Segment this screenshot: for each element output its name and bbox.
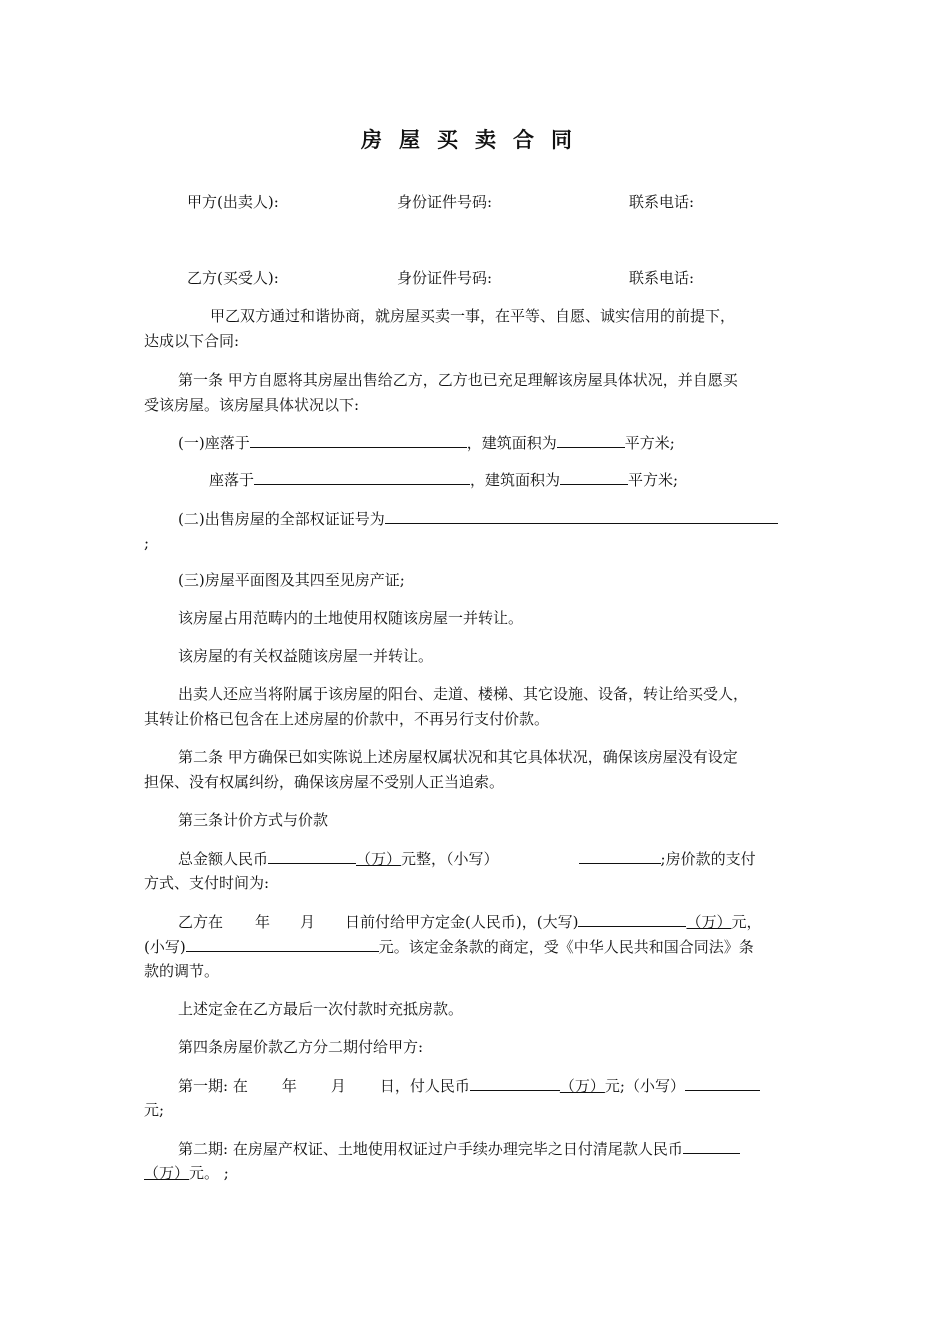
item-3-line: (三)房屋平面图及其四至见房产证;	[178, 571, 405, 589]
phase-1-year: 年	[281, 1077, 297, 1095]
phase-1-yuan: 元;（小写）	[604, 1077, 685, 1095]
address-blank-2[interactable]	[254, 469, 470, 485]
phase-1-wan: （万）	[559, 1077, 605, 1095]
article-3-heading: 第三条计价方式与价款	[178, 811, 329, 829]
phase-2-line-1	[178, 1138, 740, 1159]
article-1-line-2: 受该房屋。该房屋具体状况以下:	[144, 396, 360, 414]
deposit-capital-blank[interactable]	[578, 911, 686, 927]
facilities-line-2: 其转让价格已包含在上述房屋的价款中，不再另行支付价款。	[144, 710, 550, 728]
phase-2-wan: （万）	[144, 1164, 190, 1182]
item-1-location-line	[178, 432, 675, 453]
item-2-semicolon: ;	[144, 534, 150, 552]
deposit-line-1	[178, 911, 762, 932]
certificate-number-blank[interactable]	[385, 508, 778, 524]
facilities-line-1: 出卖人还应当将附属于该房屋的阳台、走道、楼梯、其它设施、设备，转让给买受人，	[178, 685, 749, 703]
area-unit-2: 平方米;	[628, 471, 679, 489]
deposit-wan: （万）	[686, 913, 732, 931]
deposit-offset-line: 上述定金在乙方最后一次付款时充抵房款。	[178, 1000, 464, 1018]
rights-line: 该房屋的有关权益随该房屋一并转让。	[178, 647, 434, 665]
total-yuan-whole: 元整，（小写）	[401, 850, 499, 868]
party-a-id-label: 身份证件号码:	[397, 193, 493, 211]
article-4-heading: 第四条房屋价款乙方分二期付给甲方:	[178, 1038, 424, 1056]
phase-2-end: 元。 ;	[189, 1164, 229, 1182]
located-label: 座落于	[209, 471, 255, 489]
deposit-yuan: 元，	[731, 913, 762, 931]
area-blank-2[interactable]	[560, 469, 628, 485]
phase-1-amount-blank[interactable]	[470, 1075, 560, 1091]
deposit-lowercase-blank[interactable]	[186, 936, 379, 952]
intro-line-2: 达成以下合同:	[144, 332, 240, 350]
article-2-line-1: 第二条 甲方确保已如实陈说上述房屋权属状况和其它具体状况，确保该房屋没有设定	[178, 748, 738, 766]
area-label: ，建筑面积为	[466, 434, 557, 452]
party-b-id-label: 身份证件号码:	[397, 269, 493, 287]
total-prefix: 总金额人民币	[178, 850, 269, 868]
total-price-line	[178, 848, 756, 869]
deposit-mid: 日前付给甲方定金(人民币)，(大写)	[345, 913, 579, 931]
address-blank-1[interactable]	[250, 432, 467, 448]
phase-2-line-2	[144, 1163, 229, 1183]
article-2-line-2: 担保、没有权属纠纷，确保该房屋不受别人正当追索。	[144, 773, 505, 791]
party-a-label: 甲方(出卖人):	[187, 193, 279, 211]
area-unit: 平方米;	[624, 434, 675, 452]
total-lowercase-blank[interactable]	[579, 848, 661, 864]
phase-1-lowercase-blank[interactable]	[685, 1075, 760, 1091]
intro-line-1: 甲乙双方通过和谐协商，就房屋买卖一事，在平等、自愿、诚实信用的前提下，	[210, 307, 736, 325]
pay-method: ;房价款的支付	[660, 850, 756, 868]
item-1-location-line-2	[209, 469, 678, 490]
article-1-line-1: 第一条 甲方自愿将其房屋出售给乙方，乙方也已充足理解该房屋具体状况，并自愿买	[178, 371, 738, 389]
deposit-year: 年	[255, 913, 271, 931]
deposit-line-2	[144, 936, 754, 957]
deposit-line-3: 款的调节。	[144, 962, 220, 980]
total-wan: （万）	[356, 850, 402, 868]
party-b-label: 乙方(买受人):	[187, 269, 279, 287]
item-2-label: (二)出售房屋的全部权证证号为	[178, 510, 385, 528]
land-use-line: 该房屋占用范畴内的土地使用权随该房屋一并转让。	[178, 609, 524, 627]
deposit-lowercase-prefix: (小写)	[144, 938, 186, 956]
phase-1-month: 月	[330, 1077, 346, 1095]
item-1-prefix: (一)座落于	[178, 434, 250, 452]
area-label-2: ，建筑面积为	[470, 471, 561, 489]
phase-1-prefix: 第一期: 在	[178, 1077, 248, 1095]
item-2-line	[178, 508, 778, 529]
pay-method-line-2: 方式、支付时间为:	[144, 874, 270, 892]
phase-2-amount-blank[interactable]	[683, 1138, 740, 1154]
deposit-party: 乙方在	[178, 913, 224, 931]
phase-1-end: 元;	[144, 1101, 165, 1119]
deposit-line-2-suffix: 元。该定金条款的商定，受《中华人民共和国合同法》条	[378, 938, 754, 956]
area-blank-1[interactable]	[557, 432, 625, 448]
party-b-phone-label: 联系电话:	[629, 269, 695, 287]
total-amount-blank[interactable]	[268, 848, 356, 864]
phase-1-line	[178, 1075, 760, 1096]
contract-title: 房屋买卖合同	[361, 127, 589, 152]
phase-1-mid: 日，付人民币	[379, 1077, 470, 1095]
deposit-month: 月	[300, 913, 316, 931]
party-a-phone-label: 联系电话:	[629, 193, 695, 211]
phase-2-text: 第二期: 在房屋产权证、土地使用权证过户手续办理完毕之日付清尾款人民币	[178, 1140, 683, 1158]
